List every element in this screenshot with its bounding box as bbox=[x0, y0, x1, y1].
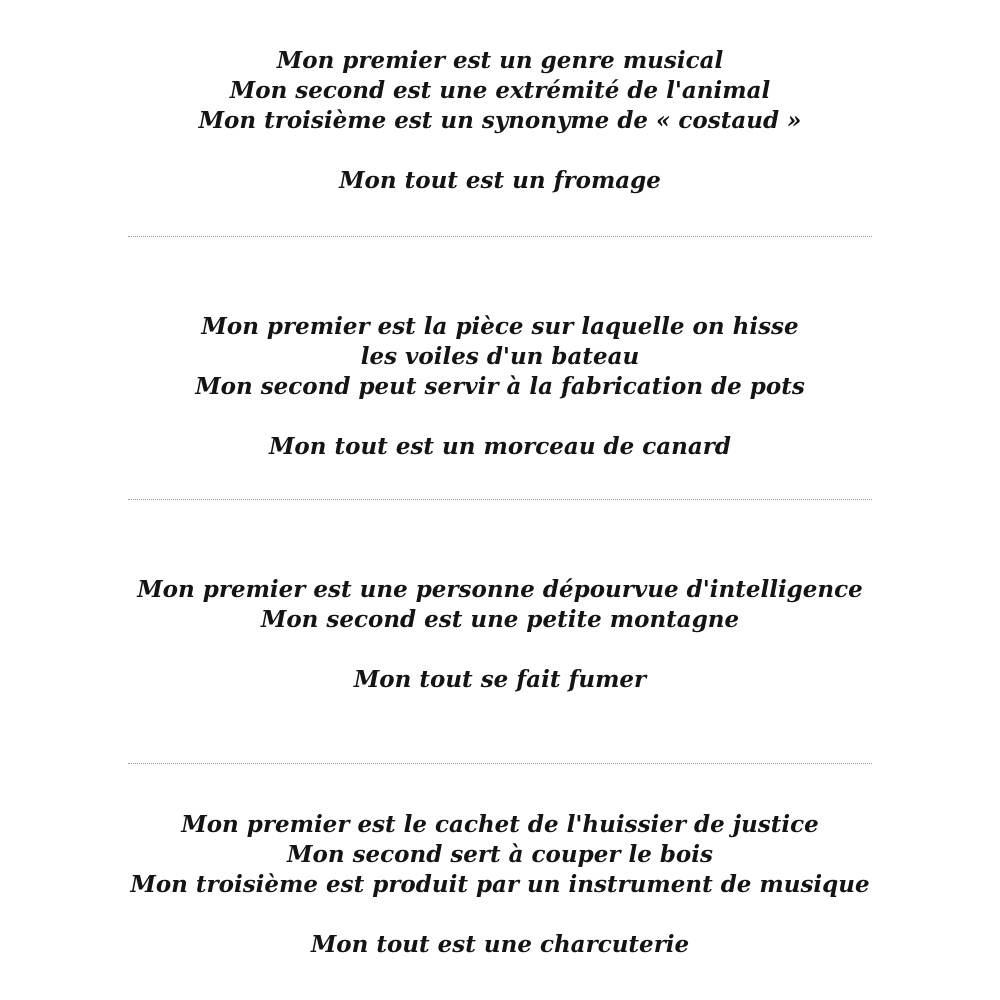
riddle-1 bbox=[0, 46, 1000, 196]
riddle-1-clue-2: Mon second est une extrémité de l'animal bbox=[229, 77, 771, 104]
riddle-4-clue-2: Mon second sert à couper le bois bbox=[287, 841, 713, 868]
riddle-1-answer-clue: Mon tout est un fromage bbox=[339, 167, 661, 194]
riddle-4-clue-3: Mon troisième est produit par un instrument de musique bbox=[130, 871, 870, 898]
riddle-3 bbox=[0, 575, 1000, 695]
riddle-2-clue-2: les voiles d'un bateau bbox=[360, 343, 640, 370]
riddle-4-clue-1: Mon premier est le cachet de l'huissier de justice bbox=[181, 811, 819, 838]
riddle-3-answer-clue: Mon tout se fait fumer bbox=[353, 666, 647, 693]
divider-1 bbox=[128, 236, 872, 237]
riddle-1-clue-3: Mon troisième est un synonyme de « costaud » bbox=[198, 107, 802, 134]
riddle-2 bbox=[0, 312, 1000, 462]
riddle-4 bbox=[0, 810, 1000, 960]
riddle-4-answer-clue: Mon tout est une charcuterie bbox=[310, 931, 690, 958]
riddle-2-clue-3: Mon second peut servir à la fabrication de pots bbox=[195, 373, 805, 400]
riddle-3-clue-1: Mon premier est une personne dépourvue d'intelligence bbox=[137, 576, 863, 603]
riddle-2-clue-1: Mon premier est la pièce sur laquelle on hisse bbox=[201, 313, 799, 340]
riddle-2-answer-clue: Mon tout est un morceau de canard bbox=[268, 433, 732, 460]
riddle-1-clue-1: Mon premier est un genre musical bbox=[276, 47, 724, 74]
divider-3 bbox=[128, 763, 872, 764]
riddle-3-clue-2: Mon second est une petite montagne bbox=[260, 606, 740, 633]
divider-2 bbox=[128, 499, 872, 500]
